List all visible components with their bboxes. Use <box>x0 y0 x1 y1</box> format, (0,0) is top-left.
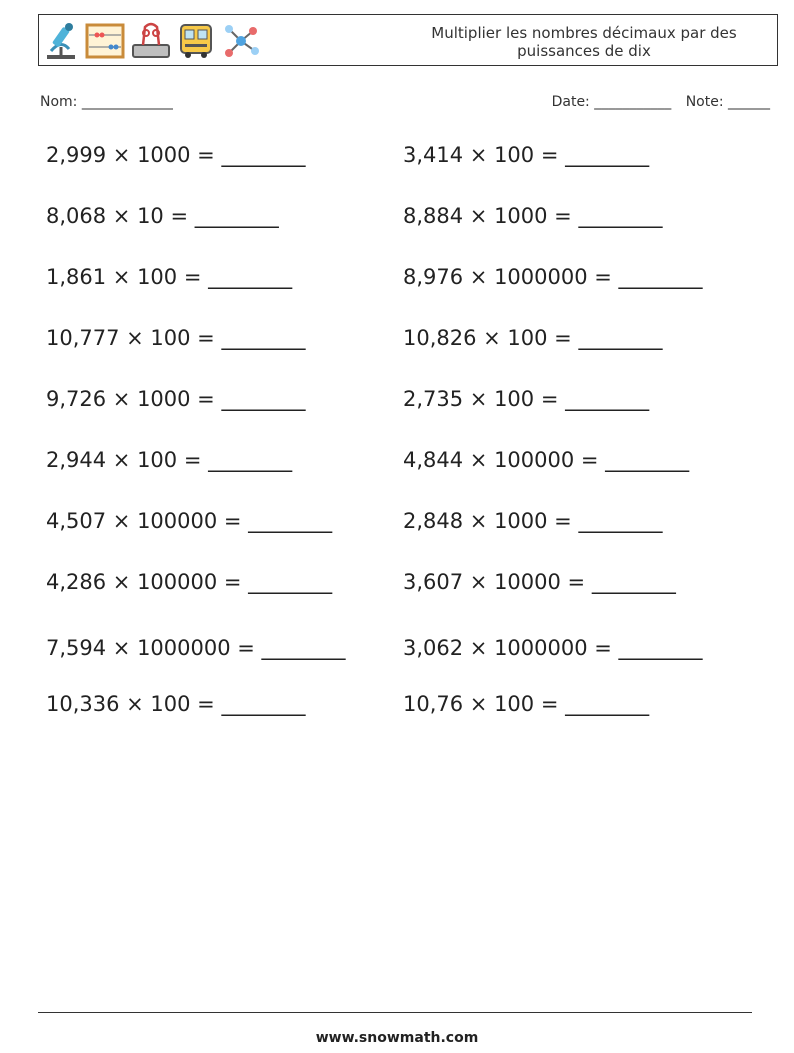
name-field: Nom: _____________ <box>40 94 173 110</box>
worksheet-title: Multiplier les nombres décimaux par des puissances de dix <box>431 24 737 60</box>
problem-item: 7,594 × 1000000 = ________ <box>46 636 346 660</box>
problem-item: 2,944 × 100 = ________ <box>46 448 293 472</box>
binder-clip-icon <box>131 21 171 61</box>
problem-item: 8,068 × 10 = ________ <box>46 204 279 228</box>
problem-item: 2,999 × 1000 = ________ <box>46 143 306 167</box>
header-icons <box>43 19 261 63</box>
problem-item: 3,414 × 100 = ________ <box>403 143 650 167</box>
problem-row <box>46 636 766 676</box>
problem-item: 4,286 × 100000 = ________ <box>46 570 333 594</box>
note-field: Note: ______ <box>685 94 770 110</box>
problem-item: 3,607 × 10000 = ________ <box>403 570 676 594</box>
molecule-icon <box>221 21 261 61</box>
problem-item: 9,726 × 1000 = ________ <box>46 387 306 411</box>
school-bus-icon <box>177 21 215 61</box>
problem-row <box>46 570 766 610</box>
problem-item: 3,062 × 1000000 = ________ <box>403 636 703 660</box>
problem-row <box>46 204 766 244</box>
problem-item: 2,735 × 100 = ________ <box>403 387 650 411</box>
date-note-fields <box>542 94 770 110</box>
problem-row <box>46 265 766 305</box>
worksheet-header <box>38 14 778 66</box>
footer-divider <box>38 1012 752 1013</box>
problem-item: 10,76 × 100 = ________ <box>403 692 650 716</box>
footer-site: www.snowmath.com <box>315 1030 479 1046</box>
problem-item: 4,507 × 100000 = ________ <box>46 509 333 533</box>
problem-row <box>46 387 766 427</box>
problem-item: 10,826 × 100 = ________ <box>403 326 663 350</box>
problem-row <box>46 448 766 488</box>
problem-row <box>46 143 766 183</box>
problem-row <box>46 326 766 366</box>
problem-item: 10,777 × 100 = ________ <box>46 326 306 350</box>
problem-item: 10,336 × 100 = ________ <box>46 692 306 716</box>
problem-row <box>46 509 766 549</box>
microscope-icon <box>43 21 79 61</box>
problem-item: 8,884 × 1000 = ________ <box>403 204 663 228</box>
problem-item: 4,844 × 100000 = ________ <box>403 448 690 472</box>
problem-row <box>46 692 766 732</box>
date-field: Date: ___________ <box>551 94 672 110</box>
abacus-icon <box>85 23 125 59</box>
problem-item: 1,861 × 100 = ________ <box>46 265 293 289</box>
problem-item: 8,976 × 1000000 = ________ <box>403 265 703 289</box>
problem-item: 2,848 × 1000 = ________ <box>403 509 663 533</box>
